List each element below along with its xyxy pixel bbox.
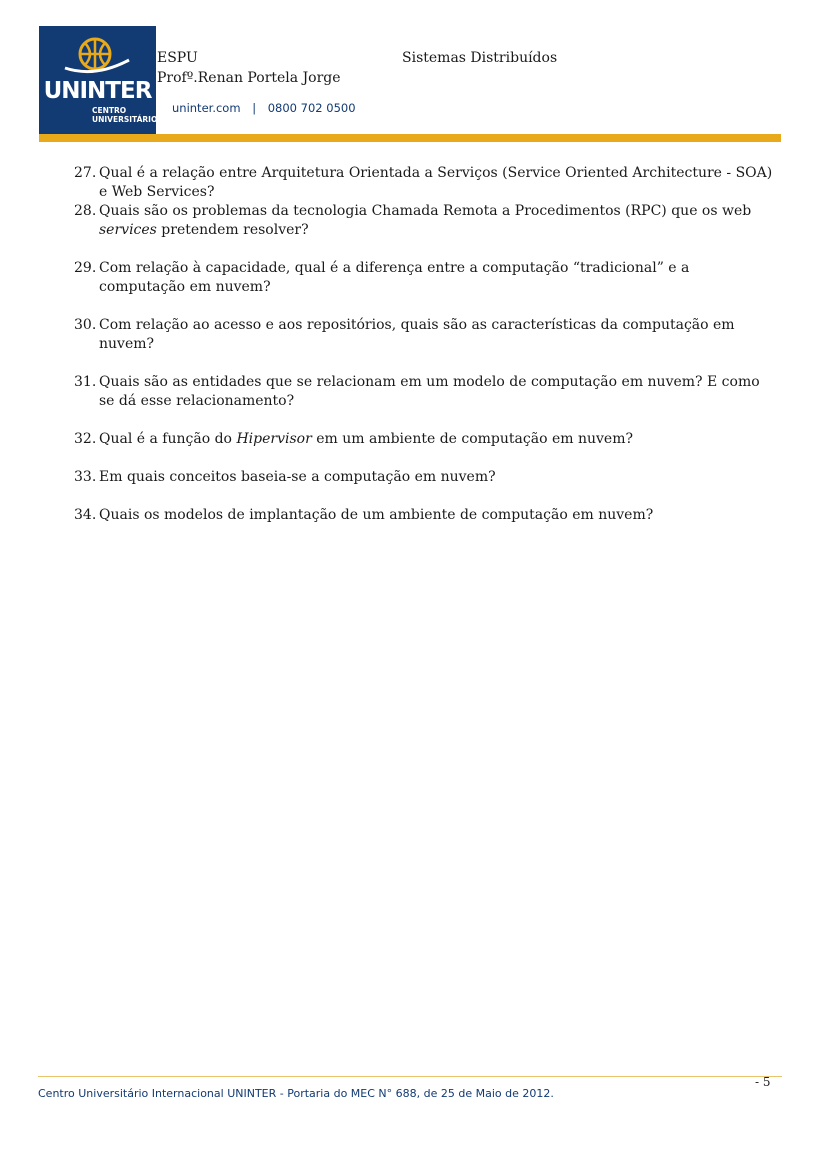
question-text-emphasis: Hipervisor — [236, 431, 312, 447]
website-link[interactable]: uninter.com — [172, 101, 241, 115]
question-text: Em quais conceitos baseia-se a computação em nuvem? — [99, 469, 496, 485]
footer-divider — [38, 1076, 782, 1077]
footer-text: Centro Universitário Internacional UNINTER - Portaria do MEC N° 688, de 25 de Maio de 2012. — [38, 1087, 554, 1100]
question-text: Quais são os problemas da tecnologia Chamada Remota a Procedimentos (RPC) que os web — [99, 203, 752, 219]
question-text: em um ambiente de computação em nuvem? — [311, 431, 633, 447]
question-number: 33. — [74, 469, 97, 485]
question-item — [74, 506, 774, 525]
logo-subtitle — [92, 106, 157, 124]
question-number: 27. — [74, 165, 97, 181]
page-number: - 5 — [755, 1075, 771, 1089]
question-number: 29. — [74, 260, 97, 276]
phone-number: 0800 702 0500 — [267, 101, 356, 115]
question-text: Com relação à capacidade, qual é a diferença entre a computação “tradicional” e a computação em nuvem? — [99, 260, 690, 295]
globe-icon — [63, 34, 133, 78]
question-item — [74, 373, 774, 411]
question-text: pretendem resolver? — [156, 222, 309, 238]
question-item — [74, 468, 774, 487]
question-text: Qual é a função do — [99, 431, 237, 447]
question-number: 31. — [74, 374, 97, 390]
logo-wordmark: UNINTER — [43, 78, 152, 104]
question-number: 30. — [74, 317, 97, 333]
question-text: Quais os modelos de implantação de um ambiente de computação em nuvem? — [99, 507, 654, 523]
contact-info — [172, 101, 356, 115]
contact-separator: | — [252, 101, 257, 115]
question-number: 34. — [74, 507, 97, 523]
question-item — [74, 202, 774, 240]
question-item — [74, 164, 774, 202]
question-list — [74, 164, 774, 525]
professor-name: Profº.Renan Portela Jorge — [157, 70, 341, 86]
logo-sub-line-2: UNIVERSITÁRIO — [92, 115, 158, 124]
question-item — [74, 259, 774, 297]
question-text: Quais são as entidades que se relacionam em um modelo de computação em nuvem? E como se dá esse relacionamento? — [99, 374, 760, 409]
question-text: Com relação ao acesso e aos repositórios, quais são as características da computação em nuvem? — [99, 317, 735, 352]
header-divider — [39, 134, 781, 142]
question-number: 28. — [74, 203, 97, 219]
question-number: 32. — [74, 431, 97, 447]
question-text-emphasis: services — [99, 222, 157, 238]
logo-sub-line-1: CENTRO — [92, 106, 127, 115]
question-text: Qual é a relação entre Arquitetura Orientada a Serviços (Service Oriented Architecture - SOA) e Web Services? — [99, 165, 773, 200]
question-item — [74, 316, 774, 354]
course-name: ESPU — [157, 50, 198, 66]
question-item — [74, 430, 774, 449]
uninter-logo — [39, 26, 156, 134]
subject-title: Sistemas Distribuídos — [402, 50, 558, 66]
